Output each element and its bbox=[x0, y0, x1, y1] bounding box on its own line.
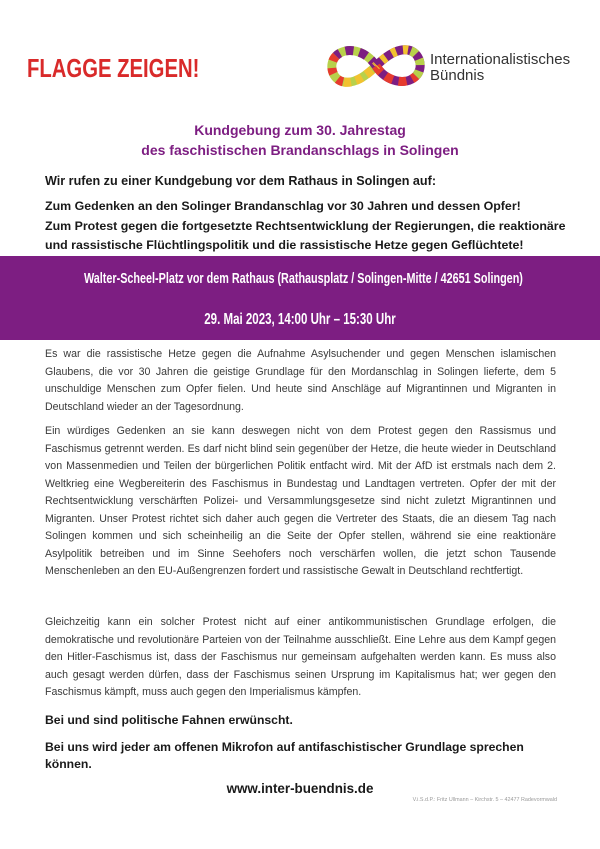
event-banner bbox=[0, 256, 600, 340]
infinity-logo-icon bbox=[326, 44, 426, 88]
imprint: V.i.S.d.P.: Fritz Ullmann – Kirchstr. 5 – 42477 Radevormwald bbox=[412, 797, 557, 803]
event-date: 29. Mai 2023, 14:00 Uhr – 15:30 Uhr bbox=[204, 311, 396, 328]
reason-line: Zum Protest gegen die fortgesetzte Rechtsentwicklung der Regierungen, die reaktionäre bbox=[45, 218, 566, 233]
reasons-block bbox=[45, 197, 575, 256]
microphone-note: Bei uns wird jeder am offenen Mikrofon auf antifaschistischer Grundlage sprechen können. bbox=[45, 740, 524, 771]
flags-note: Bei und sind politische Fahnen erwünscht. bbox=[45, 713, 293, 727]
body-paragraph-3: Gleichzeitig kann ein solcher Protest nicht auf einer antikommunistischen Grundlage erfolgen, die demokratische und revolutionäre Parteien von der Teilnahme ausschließt. Eine Lehre aus dem Kampf gegen den Hitler-Faschismus ist, dass der Faschismus nur gemeinsam aufgehalten werden kann. Es muss also auch gesagt werden dürfen, dass der Faschismus seinen Ursprung im Kapitalismus hat; wer gegen den Faschismus kämpft, muss auch gegen den Imperialismus kämpfen. bbox=[45, 616, 556, 698]
title-line-1: Kundgebung zum 30. Jahrestag bbox=[194, 122, 406, 138]
body-paragraph-1: Es war die rassistische Hetze gegen die Aufnahme Asylsuchender und gegen Menschen islamischen Glaubens, die vor 30 Jahren die geistige Grundlage für den Mordanschlag in Solingen lieferte, dem 5 unschuldige Menschen zum Opfer fielen. Und heute sind Anschläge auf Migrantinnen und Migranten in Deutschland wieder an der Tagesordnung. bbox=[45, 348, 556, 413]
body-paragraph-2: Ein würdiges Gedenken an sie kann deswegen nicht von dem Protest gegen den Rassismus und Faschismus getrennt werden. Es darf nicht blind sein gegenüber der Hetze, die heute wieder in Deutschland von Massenmedien und Teilen der bürgerlichen Politik entfacht wird. Mit der AfD ist erstmals nach dem 2. Weltkrieg eine Wegbereiterin des Faschismus in Bundestag und Landtagen vertreten. Opfer der mit der Rechtsentwicklung verschärften Polizei- und Versammlungsgesetze sind nicht zuletzt Migrantinnen und Migranten. Unser Protest richtet sich daher auch gegen die Vertreter des Staats, die an diesem Tag nach Solingen kommen und sich scheinheilig an die Seite der Opfer stellen, während sie eine reaktionäre Asylpolitik betreiben und im Sinne Seehofers noch verschärfen wollen, die jetzt schon Tausende Menschenleben an den EU-Außengrenzen fordert und rassistische Gewalt in Deutschland rechtfertigt. bbox=[45, 425, 556, 577]
slogan: FLAGGE ZEIGEN! bbox=[27, 53, 200, 83]
reason-line: Zum Gedenken an den Solinger Brandanschlag vor 30 Jahren und dessen Opfer! bbox=[45, 199, 521, 213]
reason-line: und rassistische Flüchtlingspolitik und die rassistische Hetze gegen Geflüchtete! bbox=[45, 238, 524, 252]
website-link[interactable]: www.inter-buendnis.de bbox=[226, 781, 374, 796]
intro-text: Wir rufen zu einer Kundgebung vor dem Rathaus in Solingen auf: bbox=[45, 174, 437, 188]
logo-line-1: Internationalistisches bbox=[430, 51, 571, 68]
header bbox=[0, 0, 600, 105]
page-title bbox=[0, 120, 600, 160]
title-line-2: des faschistischen Brandanschlags in Solingen bbox=[141, 142, 459, 158]
event-location: Walter-Scheel-Platz vor dem Rathaus (Rathausplatz / Solingen-Mitte / 42651 Solingen) bbox=[83, 270, 523, 287]
logo-text bbox=[430, 52, 570, 84]
logo-line-2: Bündnis bbox=[430, 67, 485, 84]
